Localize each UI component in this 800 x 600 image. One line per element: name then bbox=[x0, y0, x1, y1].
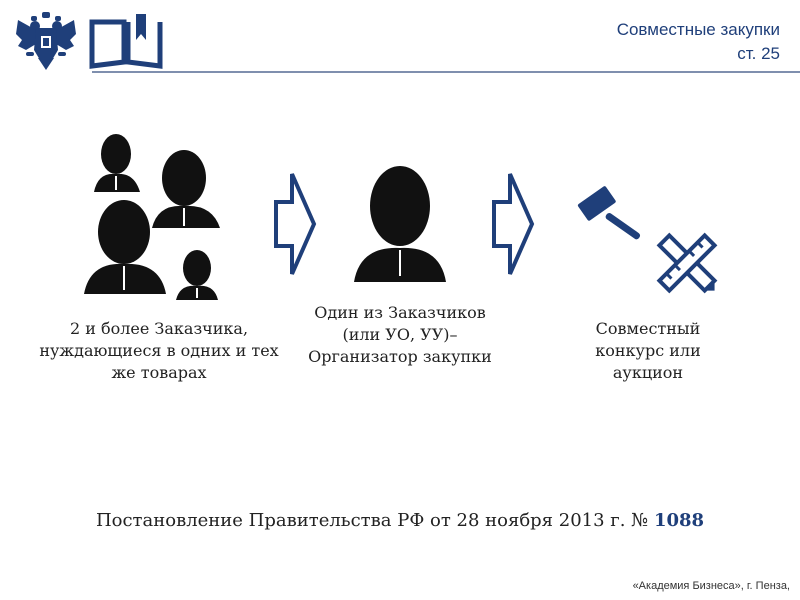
step-organizer-label: Один из Заказчиков (или УО, УУ)– Организатор закупки bbox=[308, 303, 492, 366]
decree-reference bbox=[0, 510, 800, 531]
article-number: ст. 25 bbox=[737, 44, 780, 63]
step-customers-label: 2 и более Заказчика, нуждающиеся в одних и тех же товарах bbox=[39, 319, 279, 382]
header bbox=[617, 18, 780, 66]
person-silhouette-icon bbox=[348, 164, 448, 284]
gavel-icon bbox=[576, 182, 646, 242]
decree-number: 1088 bbox=[653, 510, 705, 531]
footer-credit: «Академия Бизнеса», г. Пенза, bbox=[632, 580, 790, 592]
page-title: Совместные закупки bbox=[616, 20, 780, 39]
decree-text: Постановление Правительства РФ от 28 ноября 2013 г. № bbox=[95, 510, 649, 531]
crossed-tools-icon bbox=[650, 228, 724, 298]
people-silhouettes-icon bbox=[80, 128, 230, 303]
right-arrow-icon bbox=[274, 170, 316, 278]
step-auction-label: Совместный конкурс или аукцион bbox=[595, 319, 701, 382]
russian-emblem-icon bbox=[14, 10, 78, 72]
open-book-icon bbox=[88, 12, 164, 72]
header-divider bbox=[92, 71, 800, 73]
right-arrow-icon bbox=[492, 170, 534, 278]
